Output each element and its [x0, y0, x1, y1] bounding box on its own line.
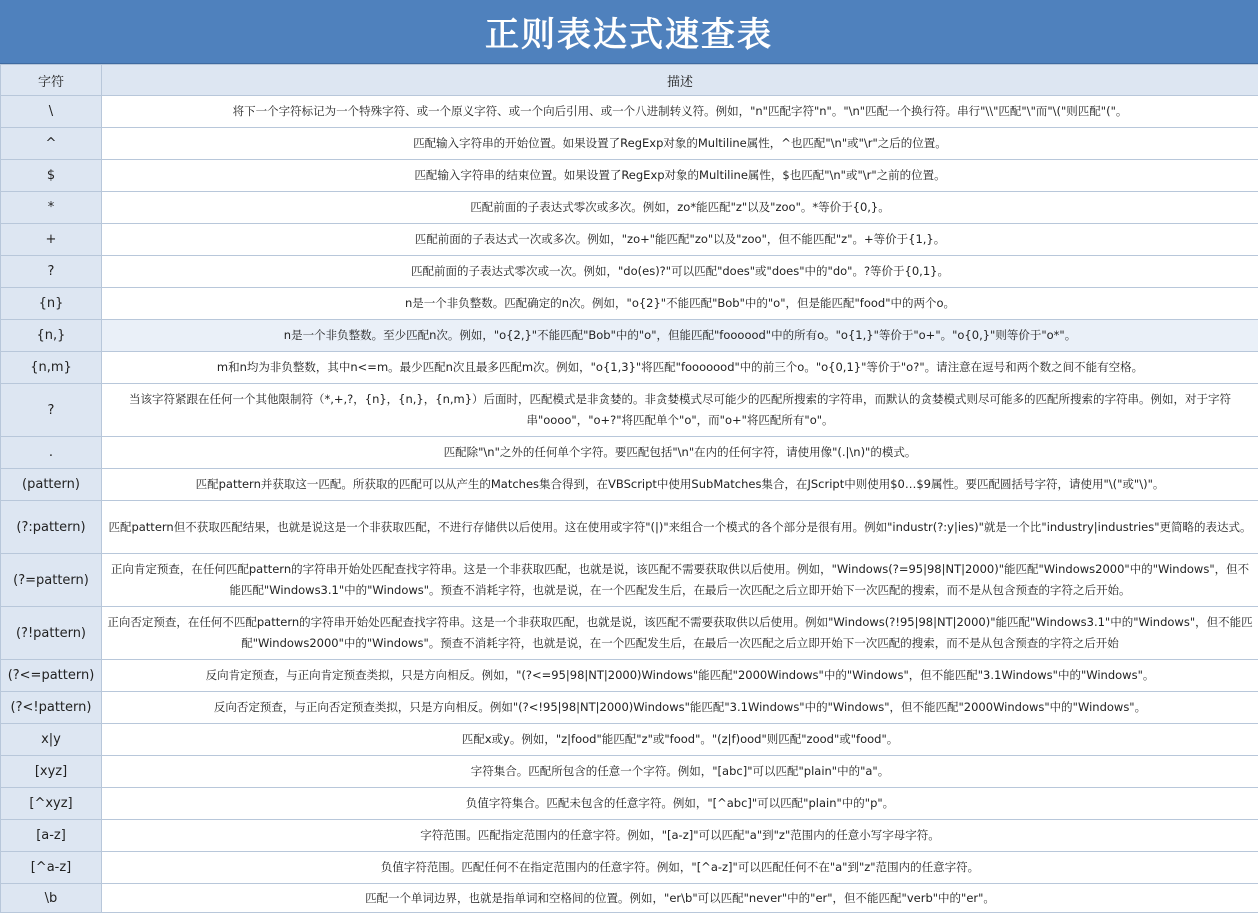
- page-title: 正则表达式速查表: [0, 0, 1258, 64]
- row-description: 匹配x或y。例如，"z|food"能匹配"z"或"food"。"(z|f)ood"则匹配"zood"或"food"。: [102, 724, 1258, 756]
- table-row: [1, 96, 1258, 128]
- table-row: [1, 884, 1258, 913]
- table-row: [1, 692, 1258, 724]
- row-symbol: [xyz]: [1, 756, 102, 788]
- row-symbol: {n,m}: [1, 352, 102, 384]
- row-description: 字符范围。匹配指定范围内的任意字符。例如，"[a-z]"可以匹配"a"到"z"范围内的任意小写字母字符。: [102, 820, 1258, 852]
- table-row: [1, 820, 1258, 852]
- table-row: [1, 501, 1258, 554]
- row-description: 匹配前面的子表达式零次或多次。例如，zo*能匹配"z"以及"zoo"。*等价于{0,}。: [102, 192, 1258, 224]
- row-symbol: $: [1, 160, 102, 192]
- row-description: 匹配前面的子表达式一次或多次。例如，"zo+"能匹配"zo"以及"zoo"，但不能匹配"z"。+等价于{1,}。: [102, 224, 1258, 256]
- row-symbol: [^xyz]: [1, 788, 102, 820]
- row-symbol: *: [1, 192, 102, 224]
- row-symbol: [a-z]: [1, 820, 102, 852]
- table-row: [1, 554, 1258, 607]
- row-symbol: ?: [1, 384, 102, 437]
- regex-cheatsheet-table: [0, 64, 1258, 913]
- row-description: 反向肯定预查，与正向肯定预查类拟，只是方向相反。例如，"(?<=95|98|NT|2000)Windows"能匹配"2000Windows"中的"Windows"，但不能匹配"3.1Windows"中的"Windows"。: [102, 660, 1258, 692]
- row-description: 当该字符紧跟在任何一个其他限制符（*,+,?，{n}，{n,}，{n,m}）后面时，匹配模式是非贪婪的。非贪婪模式尽可能少的匹配所搜索的字符串，而默认的贪婪模式则尽可能多的匹配所搜索的字符串。例如，对于字符串"oooo"，"o+?"将匹配单个"o"，而"o+"将匹配所有"o"。: [102, 384, 1258, 437]
- row-symbol: [^a-z]: [1, 852, 102, 884]
- row-description: 匹配除"\n"之外的任何单个字符。要匹配包括"\n"在内的任何字符，请使用像"(.|\n)"的模式。: [102, 437, 1258, 469]
- row-symbol: (?<!pattern): [1, 692, 102, 724]
- row-symbol: \: [1, 96, 102, 128]
- row-description: 匹配输入字符串的结束位置。如果设置了RegExp对象的Multiline属性，$也匹配"\n"或"\r"之前的位置。: [102, 160, 1258, 192]
- row-symbol: ^: [1, 128, 102, 160]
- row-description: 正向肯定预查，在任何匹配pattern的字符串开始处匹配查找字符串。这是一个非获取匹配，也就是说，该匹配不需要获取供以后使用。例如，"Windows(?=95|98|NT|2000)"能匹配"Windows2000"中的"Windows"，但不能匹配"Windows3.1"中的"Windows"。预查不消耗字符，也就是说，在一个匹配发生后，在最后一次匹配之后立即开始下一次匹配的搜索，而不是从包含预查的字符之后开始。: [102, 554, 1258, 607]
- row-description: 匹配一个单词边界，也就是指单词和空格间的位置。例如，"er\b"可以匹配"never"中的"er"，但不能匹配"verb"中的"er"。: [102, 884, 1258, 913]
- table-row: [1, 224, 1258, 256]
- table-row: [1, 724, 1258, 756]
- table-row: [1, 660, 1258, 692]
- row-description: 将下一个字符标记为一个特殊字符、或一个原义字符、或一个向后引用、或一个八进制转义符。例如，"n"匹配字符"n"。"\n"匹配一个换行符。串行"\\"匹配"\"而"\("则匹配"("。: [102, 96, 1258, 128]
- row-description: n是一个非负整数。匹配确定的n次。例如，"o{2}"不能匹配"Bob"中的"o"，但是能匹配"food"中的两个o。: [102, 288, 1258, 320]
- row-description: 反向否定预查，与正向否定预查类拟，只是方向相反。例如"(?<!95|98|NT|2000)Windows"能匹配"3.1Windows"中的"Windows"，但不能匹配"2000Windows"中的"Windows"。: [102, 692, 1258, 724]
- row-description: 负值字符集合。匹配未包含的任意字符。例如，"[^abc]"可以匹配"plain"中的"p"。: [102, 788, 1258, 820]
- row-symbol: (?!pattern): [1, 607, 102, 660]
- row-description: m和n均为非负整数，其中n<=m。最少匹配n次且最多匹配m次。例如，"o{1,3}"将匹配"fooooood"中的前三个o。"o{0,1}"等价于"o?"。请注意在逗号和两个数之间不能有空格。: [102, 352, 1258, 384]
- table-row: [1, 756, 1258, 788]
- table-row: [1, 607, 1258, 660]
- table-row: [1, 128, 1258, 160]
- row-symbol: ?: [1, 256, 102, 288]
- row-symbol: (?=pattern): [1, 554, 102, 607]
- row-description: 匹配pattern但不获取匹配结果，也就是说这是一个非获取匹配，不进行存储供以后使用。这在使用或字符"(|)"来组合一个模式的各个部分是很有用。例如"industr(?:y|ies)"就是一个比"industry|industries"更简略的表达式。: [102, 501, 1258, 554]
- row-symbol: (?:pattern): [1, 501, 102, 554]
- row-description: 负值字符范围。匹配任何不在指定范围内的任意字符。例如，"[^a-z]"可以匹配任何不在"a"到"z"范围内的任意字符。: [102, 852, 1258, 884]
- table-row: [1, 256, 1258, 288]
- table-header-row: [1, 65, 1258, 96]
- row-description: 匹配输入字符串的开始位置。如果设置了RegExp对象的Multiline属性，^也匹配"\n"或"\r"之后的位置。: [102, 128, 1258, 160]
- row-symbol: \b: [1, 884, 102, 913]
- row-symbol: (pattern): [1, 469, 102, 501]
- table-row: [1, 852, 1258, 884]
- row-description: n是一个非负整数。至少匹配n次。例如，"o{2,}"不能匹配"Bob"中的"o"，但能匹配"foooood"中的所有o。"o{1,}"等价于"o+"。"o{0,}"则等价于"o*"。: [102, 320, 1258, 352]
- row-description: 匹配pattern并获取这一匹配。所获取的匹配可以从产生的Matches集合得到，在VBScript中使用SubMatches集合，在JScript中则使用$0…$9属性。要匹配圆括号字符，请使用"\("或"\)"。: [102, 469, 1258, 501]
- row-description: 正向否定预查，在任何不匹配pattern的字符串开始处匹配查找字符串。这是一个非获取匹配，也就是说，该匹配不需要获取供以后使用。例如"Windows(?!95|98|NT|2000)"能匹配"Windows3.1"中的"Windows"，但不能匹配"Windows2000"中的"Windows"。预查不消耗字符，也就是说，在一个匹配发生后，在最后一次匹配之后立即开始下一次匹配的搜索，而不是从包含预查的字符之后开始: [102, 607, 1258, 660]
- header-desc: 描述: [102, 65, 1258, 96]
- table-row: [1, 788, 1258, 820]
- row-symbol: {n,}: [1, 320, 102, 352]
- row-symbol: (?<=pattern): [1, 660, 102, 692]
- table-row: [1, 437, 1258, 469]
- table-row: [1, 352, 1258, 384]
- table-row: [1, 469, 1258, 501]
- table-row: [1, 384, 1258, 437]
- table-row: [1, 288, 1258, 320]
- row-description: 匹配前面的子表达式零次或一次。例如，"do(es)?"可以匹配"does"或"does"中的"do"。?等价于{0,1}。: [102, 256, 1258, 288]
- row-symbol: x|y: [1, 724, 102, 756]
- row-symbol: +: [1, 224, 102, 256]
- table-row: [1, 192, 1258, 224]
- header-char: 字符: [1, 65, 102, 96]
- table-row: [1, 320, 1258, 352]
- row-description: 字符集合。匹配所包含的任意一个字符。例如，"[abc]"可以匹配"plain"中的"a"。: [102, 756, 1258, 788]
- row-symbol: .: [1, 437, 102, 469]
- row-symbol: {n}: [1, 288, 102, 320]
- table-row: [1, 160, 1258, 192]
